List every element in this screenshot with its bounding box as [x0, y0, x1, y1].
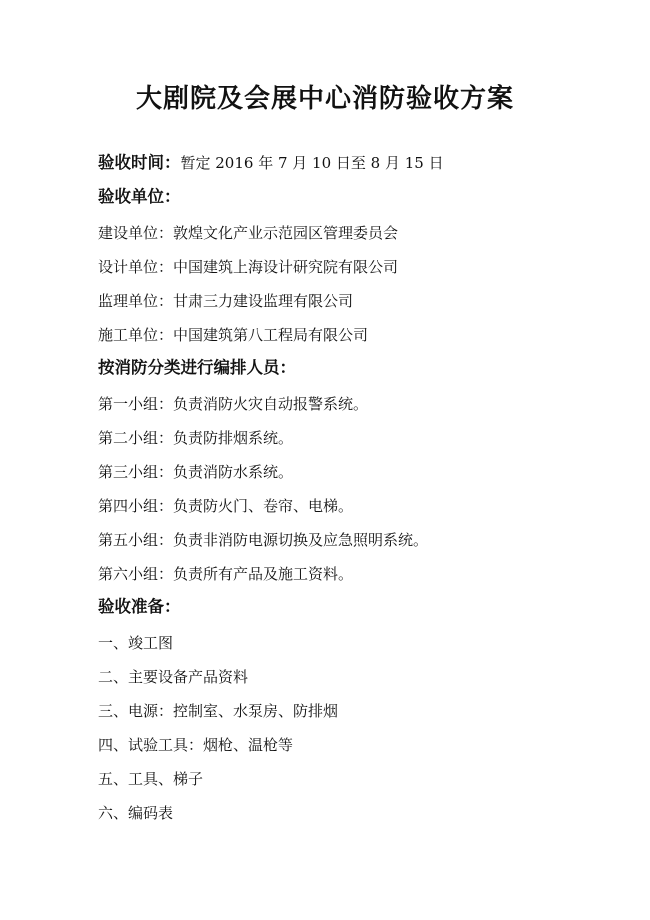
acceptance-time-label: 验收时间： [98, 153, 181, 172]
prep-item-4: 四、试验工具：烟枪、温枪等 [98, 736, 294, 754]
unit-contractor: 施工单位：中国建筑第八工程局有限公司 [98, 326, 369, 344]
unit-construction: 建设单位：敦煌文化产业示范园区管理委员会 [98, 224, 399, 242]
acceptance-time-value: 暂定 2016 年 7 月 10 日至 8 月 15 日 [180, 154, 444, 172]
groups-heading: 按消防分类进行编排人员： [98, 358, 296, 377]
units-heading: 验收单位： [98, 187, 181, 206]
unit-design: 设计单位：中国建筑上海设计研究院有限公司 [98, 258, 399, 276]
prep-item-6: 六、编码表 [98, 804, 174, 822]
prep-heading: 验收准备： [98, 597, 181, 616]
acceptance-time-line [98, 153, 444, 173]
unit-supervision: 监理单位：甘肃三力建设监理有限公司 [98, 292, 354, 310]
prep-item-5: 五、工具、梯子 [98, 770, 204, 788]
group-item-5: 第五小组：负责非消防电源切换及应急照明系统。 [98, 531, 429, 549]
group-item-2: 第二小组：负责防排烟系统。 [98, 429, 294, 447]
prep-item-3: 三、电源：控制室、水泵房、防排烟 [98, 702, 339, 720]
group-item-4: 第四小组：负责防火门、卷帘、电梯。 [98, 497, 354, 515]
document-title: 大剧院及会展中心消防验收方案 [135, 84, 514, 114]
group-item-3: 第三小组：负责消防水系统。 [98, 463, 294, 481]
group-item-6: 第六小组：负责所有产品及施工资料。 [98, 565, 354, 583]
prep-item-2: 二、主要设备产品资料 [98, 668, 249, 686]
group-item-1: 第一小组：负责消防火灾自动报警系统。 [98, 395, 369, 413]
prep-item-1: 一、竣工图 [98, 634, 174, 652]
